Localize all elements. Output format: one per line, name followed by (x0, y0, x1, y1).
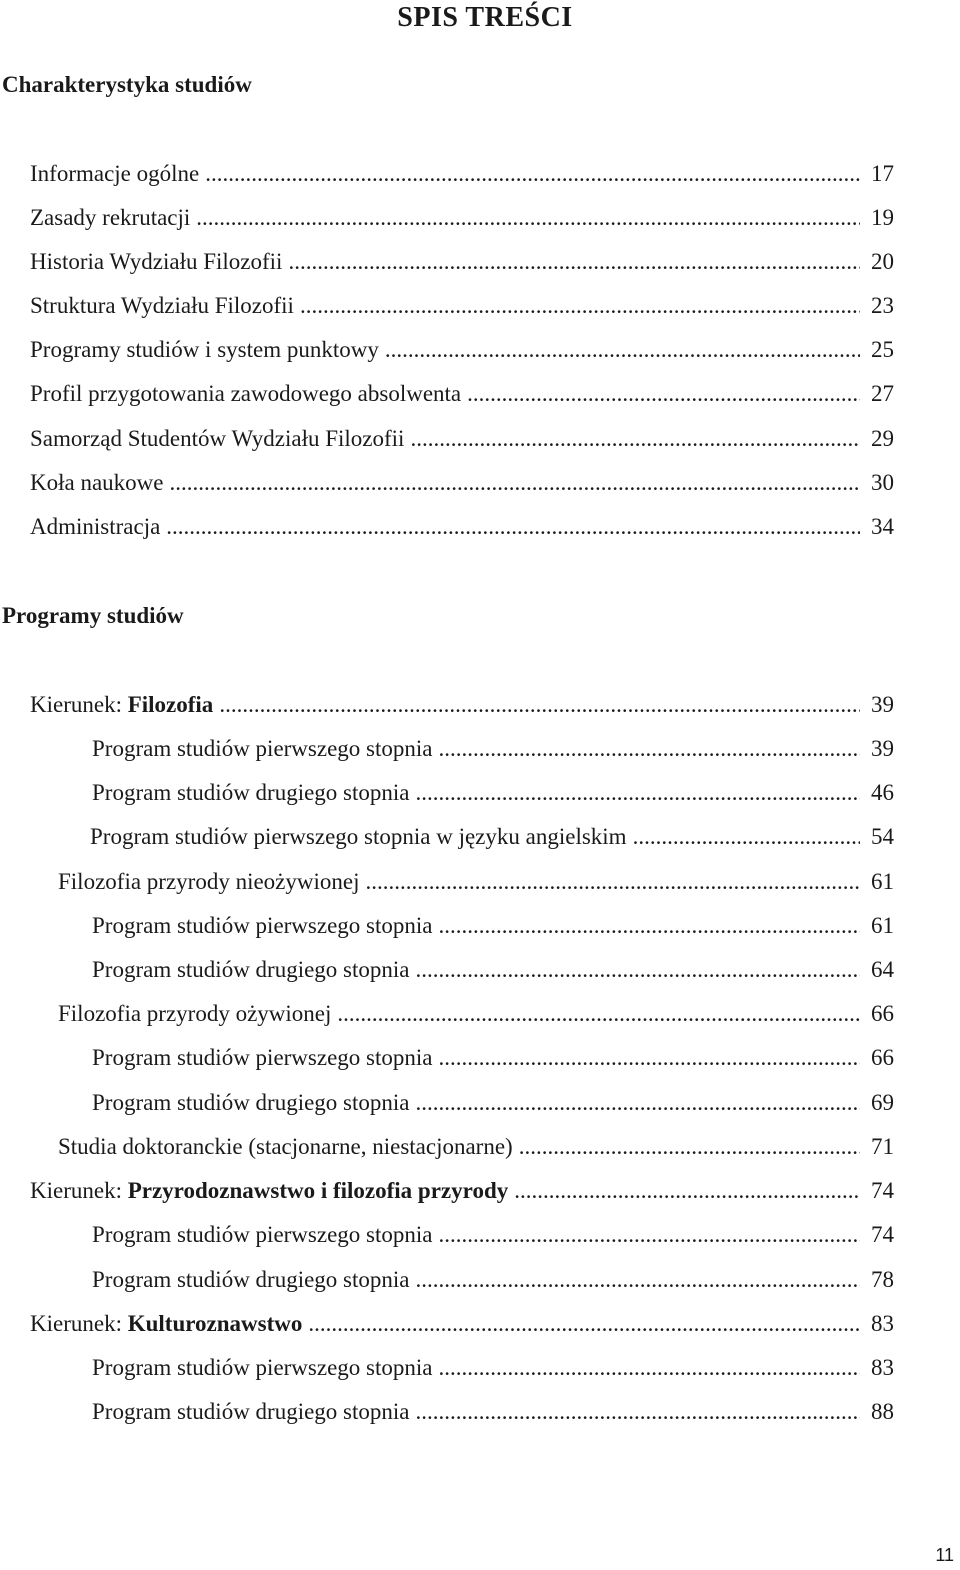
toc-entry-page: 78 (871, 1267, 894, 1292)
toc-entry-label (30, 690, 213, 720)
toc-entry[interactable] (92, 1265, 894, 1295)
toc-leader-dots (170, 468, 861, 498)
toc-entry-label: Program studiów drugiego stopnia (92, 1267, 410, 1292)
toc-entry[interactable] (58, 867, 894, 897)
toc-entry[interactable] (30, 247, 894, 277)
toc-entry-page: 54 (871, 824, 894, 849)
toc-entry-prefix: Kierunek: (30, 692, 128, 717)
toc-entry[interactable] (30, 159, 894, 189)
toc-entry-page: 74 (871, 1222, 894, 1247)
toc-leader-dots (438, 1353, 860, 1383)
toc-entry-page: 39 (871, 736, 894, 761)
toc-entry-label: Filozofia przyrody nieożywionej (58, 869, 360, 894)
toc-entry-label: Informacje ogólne (30, 161, 200, 186)
toc-leader-dots (519, 1132, 860, 1162)
toc-leader-dots (288, 247, 860, 277)
toc-entry[interactable] (92, 1397, 894, 1427)
toc-entry-label (30, 1176, 508, 1206)
toc-entry-page: 34 (871, 514, 894, 539)
toc-leader-dots (438, 734, 860, 764)
toc-entry-prefix: Kierunek: (30, 1311, 128, 1336)
toc-entry-page: 17 (871, 161, 894, 186)
toc-entry-page: 83 (871, 1355, 894, 1380)
toc-entry[interactable] (58, 1132, 894, 1162)
toc-leader-dots (196, 203, 860, 233)
toc-leader-dots (467, 379, 860, 409)
toc-entry-label: Profil przygotowania zawodowego absolwenta (30, 381, 462, 406)
toc-entry-page: 25 (871, 337, 894, 362)
toc-leader-dots (438, 1220, 860, 1250)
toc-entry-kierunek[interactable] (30, 1309, 894, 1339)
toc-entry-page: 23 (871, 293, 894, 318)
toc-entry-label: Program studiów drugiego stopnia (92, 780, 410, 805)
toc-entry-label: Filozofia przyrody ożywionej (58, 1001, 332, 1026)
toc-leader-dots (416, 778, 861, 808)
toc-entry-label: Programy studiów i system punktowy (30, 337, 379, 362)
toc-leader-dots (416, 1088, 861, 1118)
toc-entry[interactable] (30, 379, 894, 409)
toc-entry[interactable] (92, 1088, 894, 1118)
toc-leader-dots (385, 335, 860, 365)
toc-entry-label: Zasady rekrutacji (30, 205, 191, 230)
toc-entry-label (30, 1309, 302, 1339)
page-title: SPIS TREŚCI (397, 2, 573, 33)
toc-entry-label: Historia Wydziału Filozofii (30, 249, 283, 274)
toc-leader-dots (365, 867, 860, 897)
toc-entry[interactable] (92, 955, 894, 985)
toc-entry-label: Struktura Wydziału Filozofii (30, 293, 294, 318)
toc-entry[interactable] (92, 1353, 894, 1383)
toc-entry-label: Program studiów drugiego stopnia (92, 957, 410, 982)
toc-leader-dots (205, 159, 860, 189)
toc-leader-dots (410, 424, 860, 454)
section-heading-charakterystyka: Charakterystyka studiów (2, 72, 252, 97)
toc-leader-dots (219, 690, 860, 720)
toc-entry-label: Administracja (30, 514, 161, 539)
toc-entry-label: Program studiów pierwszego stopnia w języku angielskim (90, 824, 627, 849)
toc-entry-label: Samorząd Studentów Wydziału Filozofii (30, 426, 405, 451)
toc-entry-prefix: Kierunek: (30, 1178, 128, 1203)
toc-entry[interactable] (30, 335, 894, 365)
toc-entry-page: 64 (871, 957, 894, 982)
toc-entry[interactable] (30, 424, 894, 454)
toc-entry-page: 61 (871, 913, 894, 938)
toc-entry[interactable] (90, 822, 894, 852)
toc-entry[interactable] (92, 1043, 894, 1073)
toc-leader-dots (514, 1176, 860, 1206)
toc-entry[interactable] (30, 203, 894, 233)
toc-entry-page: 71 (871, 1134, 894, 1159)
toc-leader-dots (438, 1043, 860, 1073)
toc-entry-label: Program studiów drugiego stopnia (92, 1090, 410, 1115)
toc-leader-dots (308, 1309, 860, 1339)
toc-entry-page: 83 (871, 1311, 894, 1336)
toc-leader-dots (438, 911, 860, 941)
toc-leader-dots (633, 822, 860, 852)
toc-entry-label: Koła naukowe (30, 470, 164, 495)
toc-entry-page: 30 (871, 470, 894, 495)
toc-leader-dots (416, 955, 861, 985)
toc-entry-label: Studia doktoranckie (stacjonarne, niestacjonarne) (58, 1134, 513, 1159)
toc-entry-label: Program studiów pierwszego stopnia (92, 913, 433, 938)
toc-leader-dots (300, 291, 860, 321)
toc-leader-dots (416, 1265, 861, 1295)
toc-entry-page: 20 (871, 249, 894, 274)
toc-entry-page: 66 (871, 1045, 894, 1070)
toc-entry[interactable] (92, 911, 894, 941)
toc-entry-page: 29 (871, 426, 894, 451)
toc-entry-page: 39 (871, 692, 894, 717)
toc-entry-field-name: Przyrodoznawstwo i filozofia przyrody (127, 1178, 509, 1203)
toc-entry-page: 88 (871, 1399, 894, 1424)
toc-entry-label: Program studiów pierwszego stopnia (92, 1045, 433, 1070)
toc-entry-field-name: Kulturoznawstwo (127, 1311, 303, 1336)
toc-entry-label: Program studiów pierwszego stopnia (92, 736, 433, 761)
toc-entry-page: 61 (871, 869, 894, 894)
toc-entry-page: 19 (871, 205, 894, 230)
toc-entry-label: Program studiów pierwszego stopnia (92, 1355, 433, 1380)
page-number: 11 (935, 1545, 954, 1565)
toc-entry-field-name: Filozofia (127, 692, 214, 717)
toc-entry-page: 27 (871, 381, 894, 406)
toc-entry[interactable] (30, 291, 894, 321)
toc-entry[interactable] (92, 1220, 894, 1250)
toc-leader-dots (416, 1397, 861, 1427)
toc-entry[interactable] (58, 999, 894, 1029)
toc-entry-kierunek[interactable] (30, 1176, 894, 1206)
toc-entry[interactable] (30, 468, 894, 498)
toc-entry[interactable] (92, 734, 894, 764)
toc-entry-label: Program studiów drugiego stopnia (92, 1399, 410, 1424)
toc-entry[interactable] (30, 512, 894, 542)
toc-leader-dots (337, 999, 860, 1029)
section-heading-programy: Programy studiów (2, 603, 184, 628)
toc-entry-kierunek[interactable] (30, 690, 894, 720)
toc-entry-page: 74 (871, 1178, 894, 1203)
toc-entry-page: 69 (871, 1090, 894, 1115)
toc-leader-dots (166, 512, 860, 542)
toc-entry[interactable] (92, 778, 894, 808)
toc-entry-label: Program studiów pierwszego stopnia (92, 1222, 433, 1247)
toc-entry-page: 46 (871, 780, 894, 805)
toc-entry-page: 66 (871, 1001, 894, 1026)
